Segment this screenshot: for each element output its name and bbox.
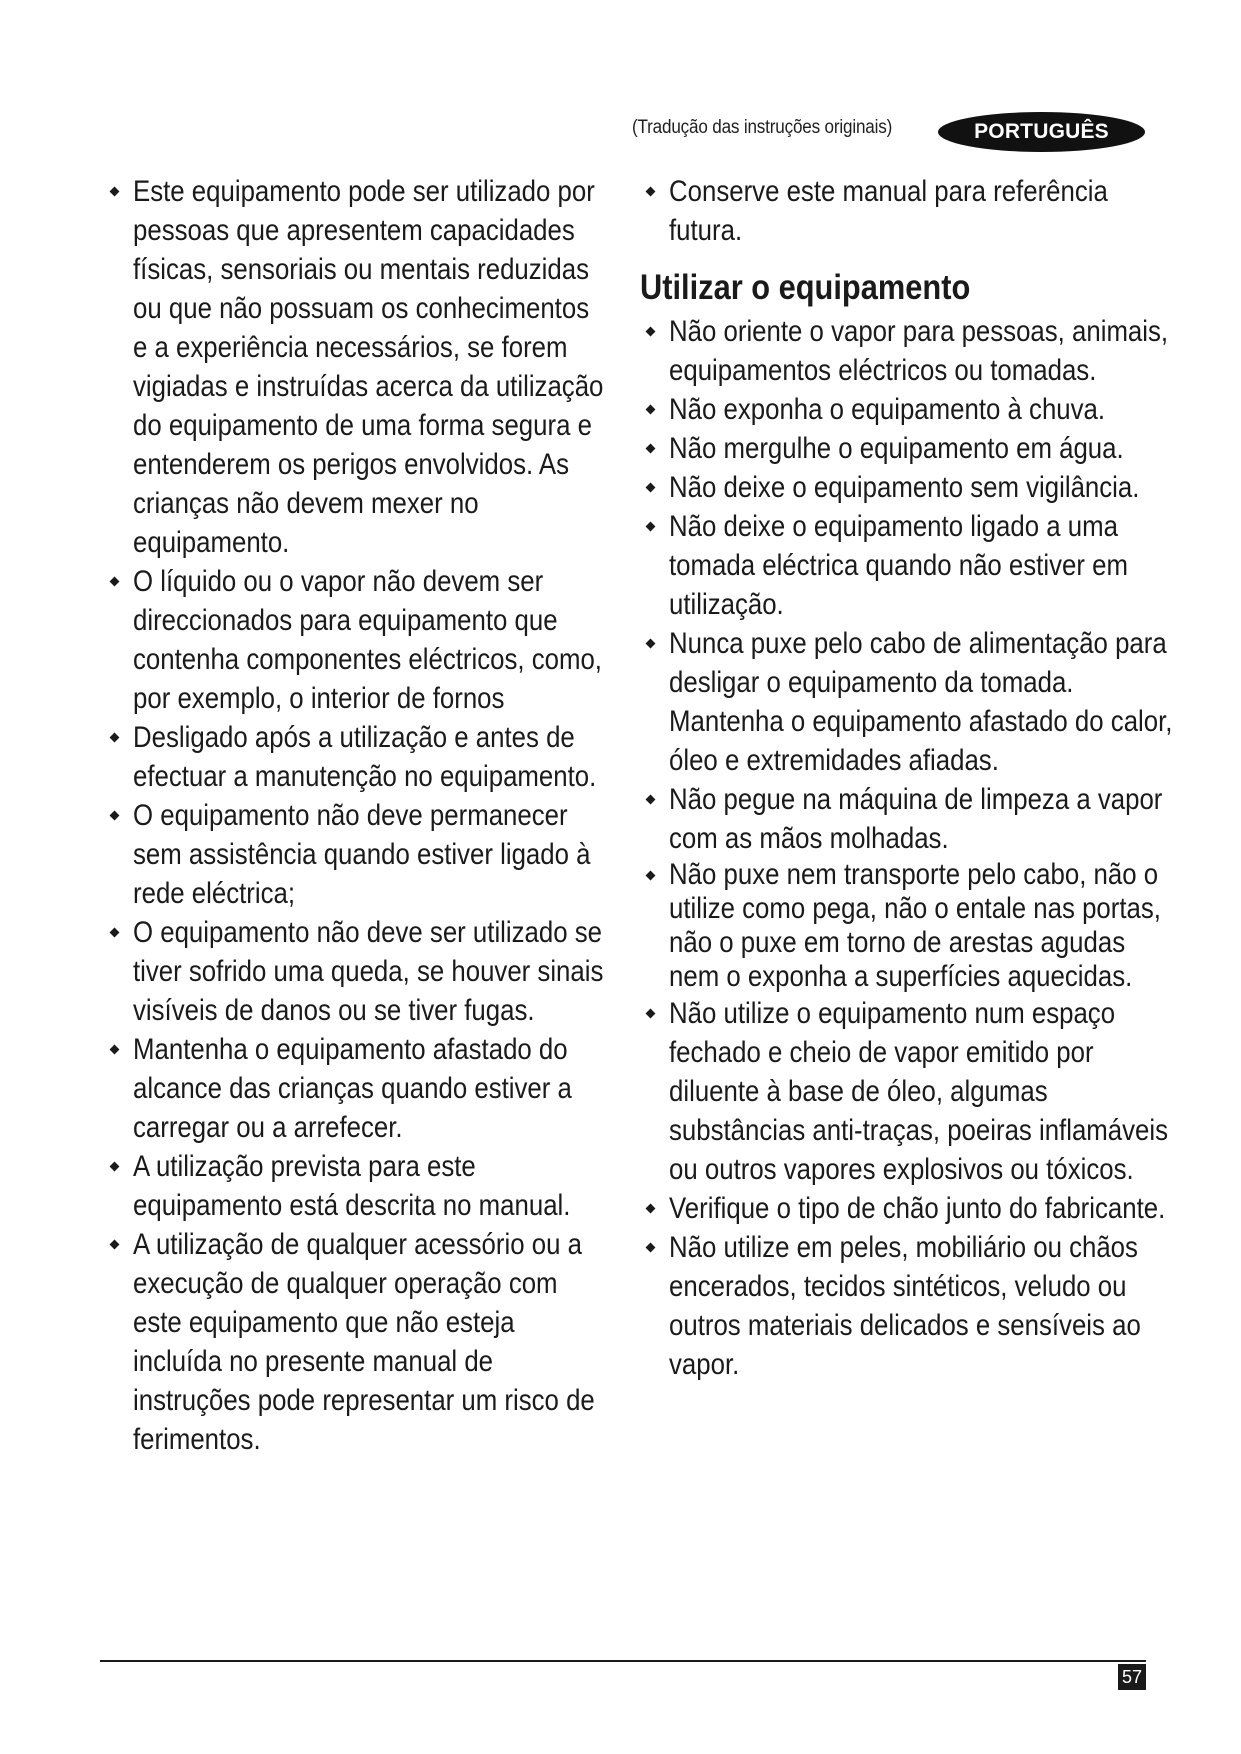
list-item: Desligado após a utilização e antes de efectuar a manutenção no equipamento. bbox=[110, 718, 610, 796]
section-title: Utilizar o equipamento bbox=[640, 268, 971, 307]
diamond-bullet-icon bbox=[646, 639, 656, 649]
list-item: O equipamento não deve permanecer sem assistência quando estiver ligado à rede eléctrica; bbox=[110, 796, 610, 913]
diamond-bullet-icon bbox=[646, 522, 656, 532]
translation-note: (Tradução das instruções originais) bbox=[632, 117, 893, 138]
list-item: Mantenha o equipamento afastado do alcance das crianças quando estiver a carregar ou a arrefecer. bbox=[110, 1030, 610, 1147]
diamond-bullet-icon bbox=[646, 1204, 656, 1214]
list-item: Não oriente o vapor para pessoas, animais, equipamentos eléctricos ou tomadas. bbox=[646, 312, 1176, 390]
diamond-bullet-icon bbox=[110, 577, 120, 587]
diamond-bullet-icon bbox=[646, 483, 656, 493]
safety-list bbox=[110, 172, 610, 1459]
diamond-bullet-icon bbox=[110, 1045, 120, 1055]
diamond-bullet-icon bbox=[110, 928, 120, 938]
diamond-bullet-icon bbox=[646, 1243, 656, 1253]
footer-divider bbox=[100, 1660, 1146, 1662]
list-item: Não utilize o equipamento num espaço fechado e cheio de vapor emitido por diluente à base de óleo, algumas substâncias anti-traças, poeiras inflamáveis ou outros vapores explosivos ou tóxicos. bbox=[646, 994, 1176, 1189]
list-item: Não pegue na máquina de limpeza a vapor com as mãos molhadas. bbox=[646, 780, 1176, 858]
diamond-bullet-icon bbox=[646, 795, 656, 805]
diamond-bullet-icon bbox=[646, 1009, 656, 1019]
list-item: Nunca puxe pelo cabo de alimentação para desligar o equipamento da tomada. Mantenha o equipamento afastado do calor, óleo e extremidades afiadas. bbox=[646, 624, 1176, 780]
diamond-bullet-icon bbox=[646, 187, 656, 197]
diamond-bullet-icon bbox=[646, 405, 656, 415]
intro-list bbox=[646, 172, 1176, 250]
list-item: Não puxe nem transporte pelo cabo, não o utilize como pega, não o entale nas portas, não o puxe em torno de arestas agudas nem o exponha a superfícies aquecidas. bbox=[646, 858, 1176, 994]
diamond-bullet-icon bbox=[646, 444, 656, 454]
language-badge: PORTUGUÊS bbox=[938, 112, 1145, 152]
left-column bbox=[110, 172, 610, 1459]
diamond-bullet-icon bbox=[646, 871, 656, 881]
usage-list bbox=[646, 312, 1176, 1384]
list-item: Não exponha o equipamento à chuva. bbox=[646, 390, 1176, 429]
diamond-bullet-icon bbox=[110, 733, 120, 743]
list-item: Não mergulhe o equipamento em água. bbox=[646, 429, 1176, 468]
diamond-bullet-icon bbox=[646, 327, 656, 337]
list-item: Não deixe o equipamento ligado a uma tomada eléctrica quando não estiver em utilização. bbox=[646, 507, 1176, 624]
list-item: A utilização prevista para este equipamento está descrita no manual. bbox=[110, 1147, 610, 1225]
diamond-bullet-icon bbox=[110, 1240, 120, 1250]
right-column bbox=[640, 172, 1176, 1384]
page-number: 57 bbox=[1118, 1664, 1146, 1690]
list-item: Não utilize em peles, mobiliário ou chãos encerados, tecidos sintéticos, veludo ou outros materiais delicados e sensíveis ao vapor. bbox=[646, 1228, 1176, 1384]
diamond-bullet-icon bbox=[110, 1162, 120, 1172]
diamond-bullet-icon bbox=[110, 187, 120, 197]
list-item: Este equipamento pode ser utilizado por pessoas que apresentem capacidades físicas, sensoriais ou mentais reduzidas ou que não possuam os conhecimentos e a experiência necessários, se forem vigiadas e instruídas acerca da utilização do equipamento de uma forma segura e entenderem os perigos envolvidos. As crianças não devem mexer no equipamento. bbox=[110, 172, 610, 562]
list-item: A utilização de qualquer acessório ou a execução de qualquer operação com este equipamento que não esteja incluída no presente manual de instruções pode representar um risco de ferimentos. bbox=[110, 1225, 610, 1459]
list-item: Não deixe o equipamento sem vigilância. bbox=[646, 468, 1176, 507]
list-item: Verifique o tipo de chão junto do fabricante. bbox=[646, 1189, 1176, 1228]
list-item: Conserve este manual para referência futura. bbox=[646, 172, 1176, 250]
list-item: O equipamento não deve ser utilizado se tiver sofrido uma queda, se houver sinais visíveis de danos ou se tiver fugas. bbox=[110, 913, 610, 1030]
list-item: O líquido ou o vapor não devem ser direccionados para equipamento que contenha componentes eléctricos, como, por exemplo, o interior de fornos bbox=[110, 562, 610, 718]
diamond-bullet-icon bbox=[110, 811, 120, 821]
